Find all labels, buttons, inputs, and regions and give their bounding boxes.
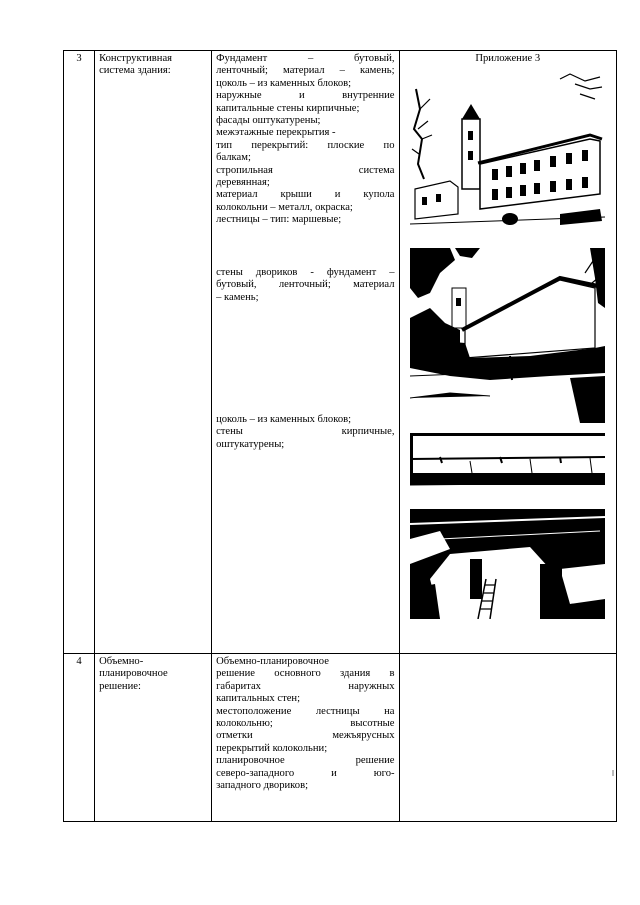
table-row — [64, 51, 617, 654]
desc-block-3 — [216, 414, 394, 451]
desc-line: колокольню; высотные — [216, 718, 395, 730]
scan-mark — [612, 770, 614, 776]
desc-block-2 — [216, 267, 394, 304]
passport-table — [63, 50, 617, 822]
plinth-photo-graphic — [410, 433, 605, 495]
desc-line: Фундамент – бутовый, — [216, 53, 395, 64]
desc-line: деревянная; — [216, 177, 270, 189]
desc-line: капитальных стен; — [216, 693, 301, 705]
desc-line: местоположение лестницы на — [216, 705, 395, 717]
desc-line: фасады оштукатурены; — [216, 115, 321, 127]
desc-line: оштукатурены; — [216, 438, 285, 450]
row-title: Объемно-планировочное решение: — [95, 654, 212, 822]
desc-line: балкам; — [216, 152, 251, 164]
desc-line: – камень; — [216, 291, 259, 303]
row-description — [212, 654, 399, 822]
courtyard-wall-photo — [410, 248, 605, 423]
desc-line: решение основного здания в — [216, 668, 395, 680]
desc-line: стены двориков - фундамент – — [216, 266, 395, 278]
desc-line: наружные и внутренние — [216, 90, 395, 102]
building-photo-graphic — [410, 69, 605, 234]
interior-ladder-photo — [410, 509, 605, 619]
desc-line: отметки межъярусных — [216, 730, 395, 742]
interior-photo-graphic — [410, 509, 605, 619]
row-number: 4 — [64, 654, 95, 822]
desc-line: колокольни – металл, окраска; — [216, 201, 353, 213]
desc-line: тип перекрытий: плоские по — [216, 139, 395, 151]
desc-block-1 — [216, 656, 394, 792]
desc-line: цоколь – из каменных блоков; — [216, 77, 352, 89]
building-with-bell-tower-photo — [410, 69, 605, 234]
desc-line: западного двориков; — [216, 780, 309, 792]
appendix-label: Приложение 3 — [475, 53, 541, 64]
row-title: Конструктивная система здания: — [95, 51, 212, 654]
photo-column-empty — [399, 654, 616, 822]
desc-line: северо-западного и юго- — [216, 767, 395, 779]
desc-line: капитальные стены кирпичные; — [216, 102, 360, 114]
desc-line: цоколь – из каменных блоков; — [216, 413, 352, 425]
table-row — [64, 654, 617, 822]
row-number: 3 — [64, 51, 95, 654]
desc-line: Объемно-планировочное — [216, 656, 329, 667]
desc-line: лестницы – тип: маршевые; — [216, 214, 342, 226]
desc-line: бутовый, ленточный; материал — [216, 279, 395, 291]
plinth-wall-photo — [410, 433, 605, 495]
desc-line: ленточный; материал – камень; — [216, 65, 395, 77]
desc-line: материал крыши и купола — [216, 189, 395, 201]
photo-column — [399, 51, 616, 654]
desc-line: габаритах наружных — [216, 680, 395, 692]
row-description — [212, 51, 399, 654]
desc-line: стены кирпичные, — [216, 426, 395, 438]
desc-line: планировочное решение — [216, 755, 395, 767]
desc-block-1 — [216, 53, 394, 227]
wall-photo-graphic — [410, 248, 605, 423]
desc-line: межэтажные перекрытия - — [216, 127, 336, 139]
desc-line: перекрытий колокольни; — [216, 742, 328, 754]
desc-line: стропильная система — [216, 164, 395, 176]
